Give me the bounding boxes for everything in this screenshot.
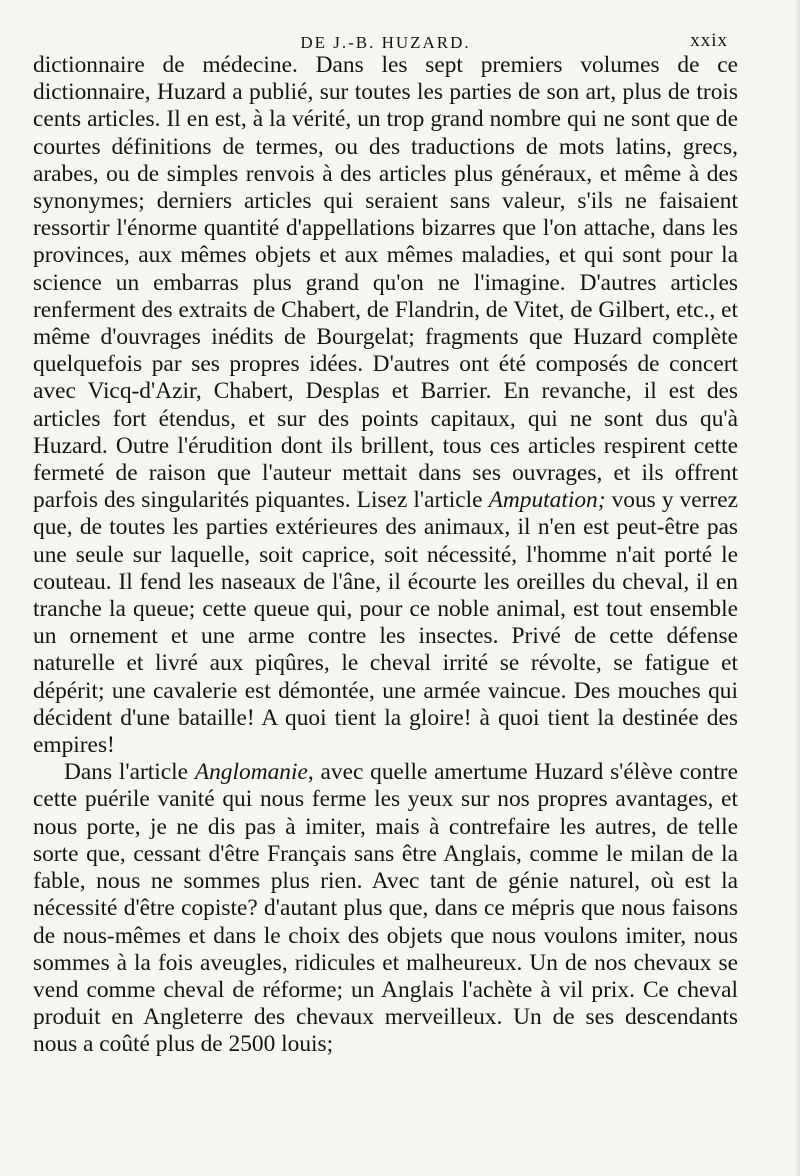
page-edge-shadow — [794, 0, 800, 1176]
article-title-amputation: Amputation; — [488, 487, 606, 514]
page-number: xxix — [690, 30, 728, 51]
paragraph-1-text-a: dictionnaire de médecine. Dans les sept premiers volumes de ce dictionnaire, Huzard a publié, sur toutes les parties de son art, plus de trois cents articles. Il en est, à la vérité, un trop grand nombre qui ne sont que de courtes définitions de termes, ou des traductions de mots latins, grecs, arabes, ou de simples renvois à des articles plus généraux, et même à des synonymes; derniers articles qui seraient sans valeur, s'ils ne faisaient ressortir l'énorme quantité d'appellations bizarres que l'on attache, dans les provinces, aux mêmes objets et aux mêmes maladies, et qui sont pour la science un embarras plus grand qu'on ne l'imagine. D'autres articles renferment des extraits de Chabert, de Flandrin, de Vitet, de Gilbert, etc., et même d'ouvrages inédits de Bourgelat; fragments que Huzard complète quelquefois par ses propres idées. D'autres ont été composés de concert avec Vicq-d'Azir, Chabert, Desplas et Barrier. En revanche, il est des articles fort étendus, et sur des points capitaux, qui ne sont dus qu'à Huzard. Outre l'érudition dont ils brillent, tous ces articles respirent cette fermeté de raison que l'auteur mettait dans ses ouvrages, et ils offrent parfois des singularités piquantes. Lisez l'article — [33, 52, 738, 514]
running-head — [33, 0, 738, 52]
article-title-anglomanie: Anglomanie — [194, 759, 308, 786]
paragraph-2 — [33, 759, 738, 1058]
body-text — [33, 52, 738, 1059]
paragraph-2-text-a: Dans l'article — [64, 759, 195, 786]
paragraph-1-text-b: vous y verrez que, de toutes les parties extérieures des animaux, il n'en est peut-être pas une seule sur laquelle, soit caprice, soit nécessité, l'homme n'ait porté le couteau. Il fend les naseaux de l'âne, il écourte les oreilles du cheval, il en tranche la queue; cette queue qui, pour ce noble animal, est tout ensemble un ornement et une arme contre les insectes. Privé de cette défense naturelle et livré aux piqûres, le cheval irrité se révolte, se fatigue et dépérit; une cavalerie est démontée, une armée vaincue. Des mouches qui décident d'une bataille! A quoi tient la gloire! à quoi tient la destinée des empires! — [33, 487, 738, 759]
paragraph-1 — [33, 52, 738, 759]
paragraph-2-text-b: , avec quelle amertume Huzard s'élève contre cette puérile vanité qui nous ferme les yeux sur nos propres avantages, et nous porte, je ne dis pas à imiter, mais à contrefaire les autres, de telle sorte que, cessant d'être Français sans être Anglais, comme le milan de la fable, nous ne sommes plus rien. Avec tant de génie naturel, où est la nécessité d'être copiste? d'autant plus que, dans ce mépris que nous faisons de nous-mêmes et dans le choix des objets que nous voulons imiter, nous sommes à la fois aveugles, ridicules et malheureux. Un de nos chevaux se vend comme cheval de réforme; un Anglais l'achète à vil prix. Ce cheval produit en Angleterre des chevaux merveilleux. Un de ses descendants nous a coûté plus de 2500 louis; — [33, 759, 738, 1058]
running-title: DE J.-B. HUZARD. — [300, 33, 471, 52]
